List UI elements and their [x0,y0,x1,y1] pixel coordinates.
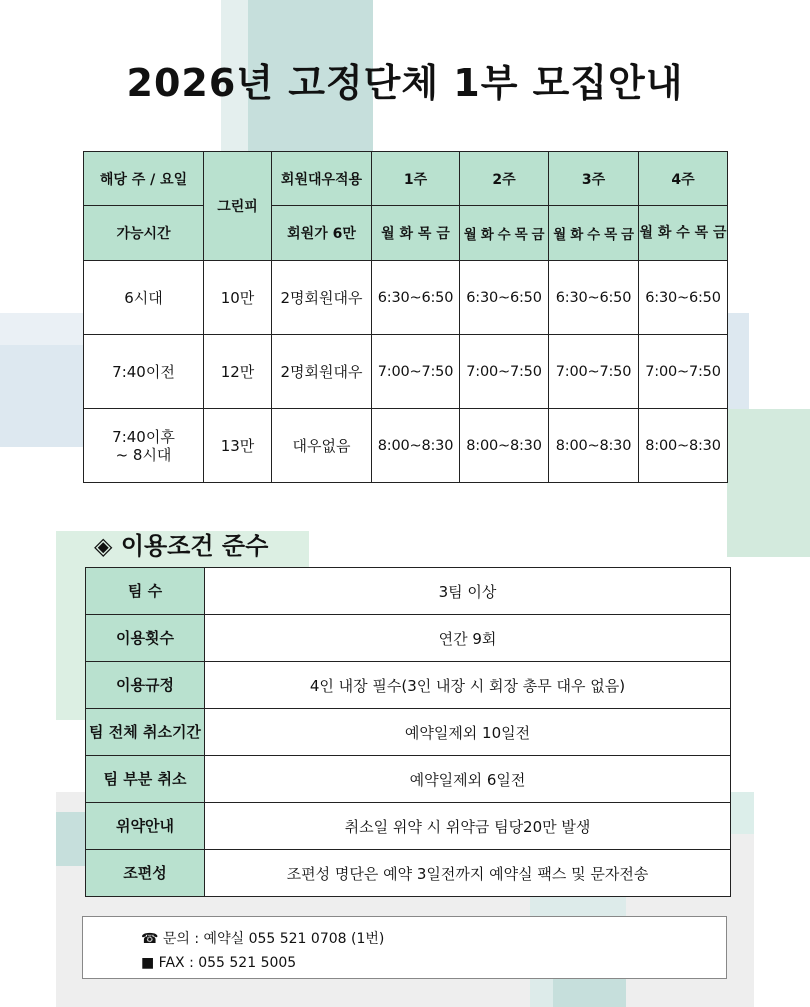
row-slot-week-4: 7:00~7:50 [639,335,728,409]
row-slot-week-4: 8:00~8:30 [639,409,728,483]
weekdays-week-3: 월 화 수 목 금 [549,206,639,261]
header-time-label: 가능시간 [84,206,204,261]
page-title: 2026년 고정단체 1부 모집안내 [126,61,684,105]
contact-phone: ☎ 문의 : 예약실 055 521 0708 (1번) [141,931,385,947]
table-row [84,335,728,409]
condition-value: 3팀 이상 [205,568,731,615]
condition-label: 팀 전체 취소기간 [86,709,205,756]
header-week-1: 1주 [372,152,460,206]
bg-deco-green-right [727,409,810,557]
row-time: 7:40이후 ~ 8시대 [84,409,204,483]
conditions-heading: ◈ 이용조건 준수 [94,532,269,560]
condition-label: 이용규정 [86,662,205,709]
weekdays-week-4: 월 화 수 목 금 [639,206,728,261]
condition-value: 예약일제외 10일전 [205,709,731,756]
condition-label: 위약안내 [86,803,205,850]
header-week-3: 3주 [549,152,639,206]
row-benefit: 대우없음 [272,409,372,483]
header-week-4: 4주 [639,152,728,206]
bg-deco-blue-left [0,345,84,447]
condition-row [86,709,731,756]
condition-value: 예약일제외 6일전 [205,756,731,803]
condition-row [86,662,731,709]
header-member-discount: 회원대우적용 [272,152,372,206]
row-slot-week-2: 6:30~6:50 [460,261,549,335]
table-row [84,261,728,335]
bg-deco-teal-left-bottom [56,812,86,866]
row-fee: 12만 [204,335,272,409]
row-benefit: 2명회원대우 [272,261,372,335]
condition-row [86,756,731,803]
condition-label: 팀 수 [86,568,205,615]
header-week-2: 2주 [460,152,549,206]
row-slot-week-2: 7:00~7:50 [460,335,549,409]
condition-row [86,803,731,850]
condition-row [86,568,731,615]
row-slot-week-1: 8:00~8:30 [372,409,460,483]
conditions-table [85,567,731,897]
contact-fax: ■ FAX : 055 521 5005 [141,955,297,971]
condition-row [86,615,731,662]
row-time: 7:40이전 [84,335,204,409]
weekdays-week-2: 월 화 수 목 금 [460,206,549,261]
schedule-subheader-row [84,206,728,261]
condition-label: 조편성 [86,850,205,897]
weekdays-week-1: 월 화 목 금 [372,206,460,261]
row-slot-week-4: 6:30~6:50 [639,261,728,335]
row-slot-week-1: 6:30~6:50 [372,261,460,335]
bg-deco-teal-right-bottom [730,792,754,834]
row-slot-week-1: 7:00~7:50 [372,335,460,409]
row-slot-week-2: 8:00~8:30 [460,409,549,483]
condition-value: 조편성 명단은 예약 3일전까지 예약실 팩스 및 문자전송 [205,850,731,897]
schedule-table [83,151,728,483]
row-slot-week-3: 8:00~8:30 [549,409,639,483]
row-benefit: 2명회원대우 [272,335,372,409]
row-slot-week-3: 7:00~7:50 [549,335,639,409]
row-fee: 10만 [204,261,272,335]
schedule-header-row [84,152,728,206]
condition-label: 팀 부분 취소 [86,756,205,803]
row-slot-week-3: 6:30~6:50 [549,261,639,335]
bg-deco-teal-bottom [553,979,626,1007]
condition-label: 이용횟수 [86,615,205,662]
contact-box [82,916,727,979]
row-time: 6시대 [84,261,204,335]
condition-value: 연간 9회 [205,615,731,662]
condition-row [86,850,731,897]
condition-value: 취소일 위약 시 위약금 팀당20만 발생 [205,803,731,850]
header-greens-label: 그린피 [204,152,272,261]
condition-value: 4인 내장 필수(3인 내장 시 회장 총무 대우 없음) [205,662,731,709]
row-fee: 13만 [204,409,272,483]
table-row [84,409,728,483]
header-member-price: 회원가 6만 [272,206,372,261]
header-day-label: 해당 주 / 요일 [84,152,204,206]
